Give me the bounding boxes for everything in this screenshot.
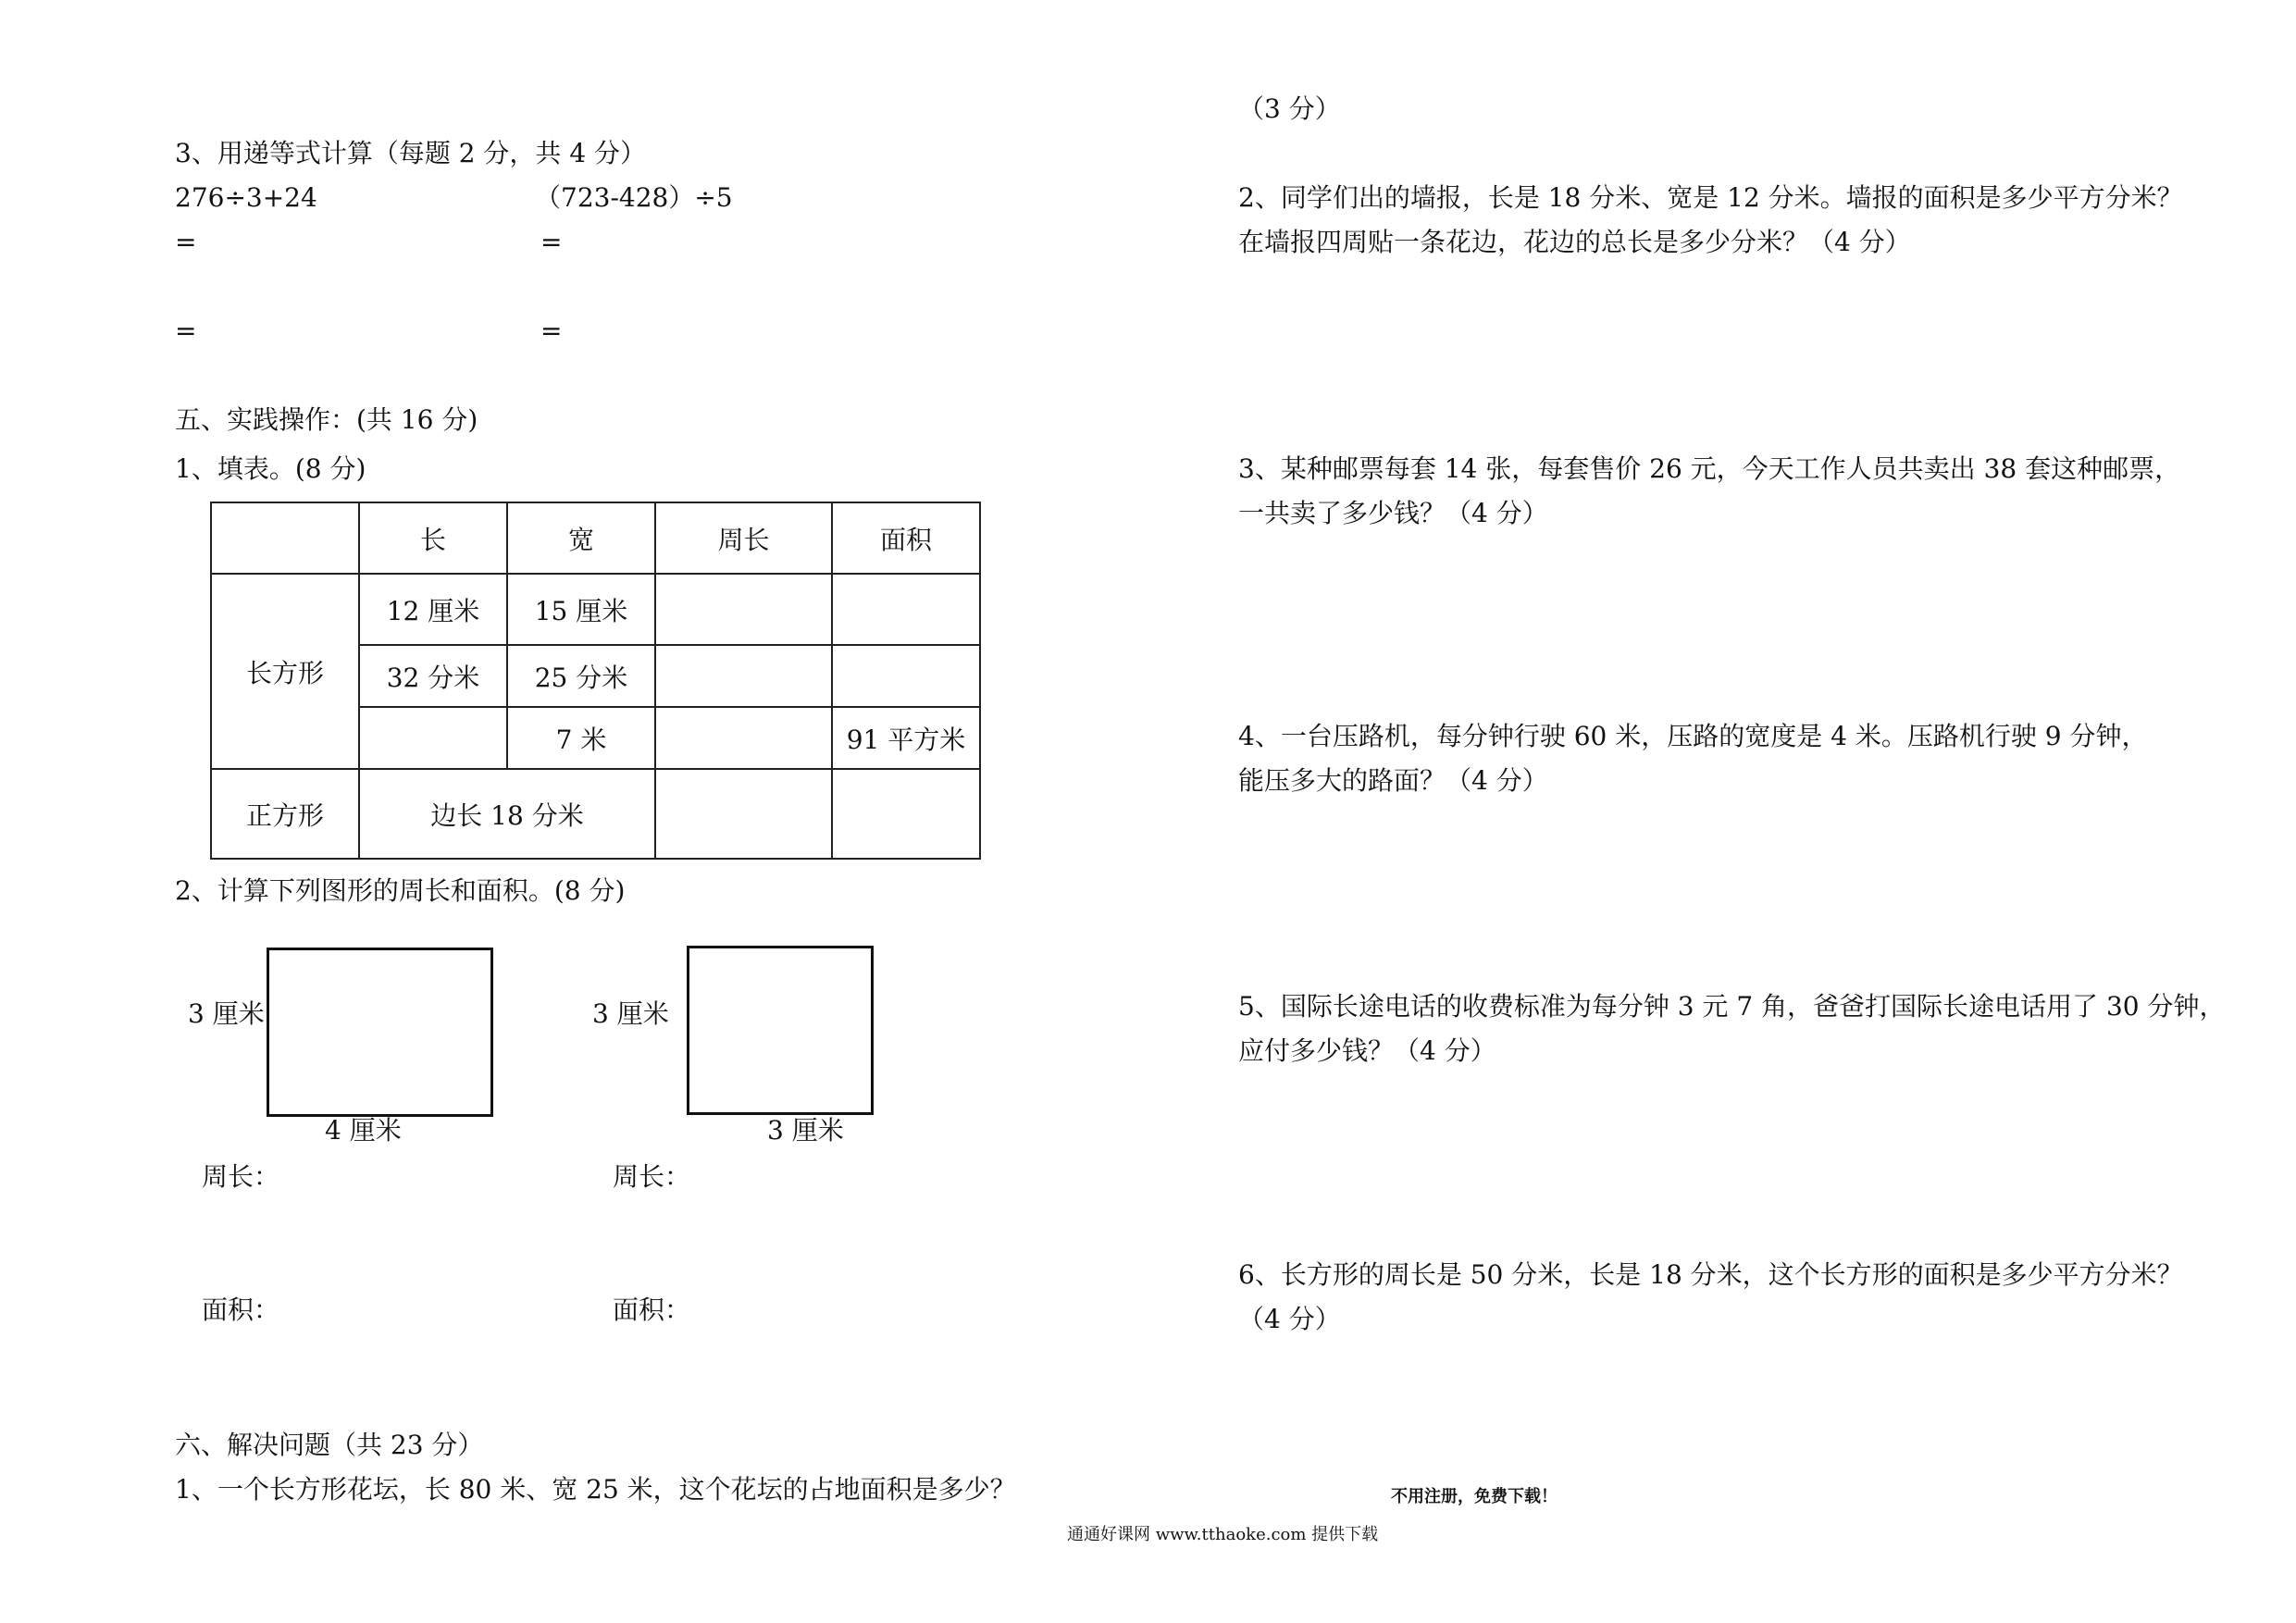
answer-cell[interactable] bbox=[832, 574, 980, 645]
question-fill-table: 1、填表。(8 分) bbox=[175, 453, 366, 484]
header-area: 面积 bbox=[832, 502, 980, 574]
equals-sign: = bbox=[540, 227, 563, 257]
answer-cell[interactable] bbox=[655, 645, 832, 707]
row-label-square: 正方形 bbox=[211, 769, 359, 859]
square-width-label: 3 厘米 bbox=[767, 1115, 844, 1146]
table-cell: 15 厘米 bbox=[507, 574, 655, 645]
free-download-notice: 不用注册，免费下载！ bbox=[1391, 1487, 1558, 1506]
square-figure bbox=[687, 946, 874, 1115]
table-cell: 7 米 bbox=[507, 707, 655, 769]
header-perimeter: 周长 bbox=[655, 502, 832, 574]
question-shapes: 2、计算下列图形的周长和面积。(8 分) bbox=[175, 875, 626, 906]
equals-sign: = bbox=[540, 316, 563, 346]
table-cell: 25 分米 bbox=[507, 645, 655, 707]
q1-score: （3 分） bbox=[1238, 93, 1341, 124]
area-label: 面积： bbox=[613, 1295, 691, 1325]
word-problem-6: 6、长方形的周长是 50 分米，长是 18 分米，这个长方形的面积是多少平方分米？ bbox=[1238, 1259, 2183, 1290]
word-problem-2-cont: 在墙报四周贴一条花边，花边的总长是多少分米？（4 分） bbox=[1238, 227, 1911, 257]
word-problem-6-cont: （4 分） bbox=[1238, 1304, 1341, 1334]
section-6-title: 六、解决问题（共 23 分） bbox=[175, 1430, 484, 1460]
word-problem-4-cont: 能压多大的路面？（4 分） bbox=[1238, 765, 1548, 796]
word-problem-3-cont: 一共卖了多少钱？（4 分） bbox=[1238, 498, 1548, 528]
calc-section-title: 3、用递等式计算（每题 2 分，共 4 分） bbox=[175, 138, 647, 168]
word-problem-4: 4、一台压路机，每分钟行驶 60 米，压路的宽度是 4 米。压路机行驶 9 分钟， bbox=[1238, 721, 2148, 751]
word-problem-1: 1、一个长方形花坛，长 80 米、宽 25 米，这个花坛的占地面积是多少？ bbox=[175, 1474, 1016, 1505]
word-problem-5-cont: 应付多少钱？（4 分） bbox=[1238, 1035, 1496, 1066]
table-corner-cell bbox=[211, 502, 359, 574]
answer-cell[interactable] bbox=[655, 574, 832, 645]
answer-cell[interactable] bbox=[359, 707, 507, 769]
expression-1: 276÷3+24 bbox=[175, 182, 317, 213]
header-width: 宽 bbox=[507, 502, 655, 574]
row-label-rectangle: 长方形 bbox=[211, 574, 359, 769]
perimeter-label: 周长： bbox=[202, 1161, 280, 1192]
word-problem-5: 5、国际长途电话的收费标准为每分钟 3 元 7 角，爸爸打国际长途电话用了 30 分钟， bbox=[1238, 991, 2226, 1022]
word-problem-2: 2、同学们出的墙报，长是 18 分米、宽是 12 分米。墙报的面积是多少平方分米？ bbox=[1238, 182, 2183, 213]
answer-cell[interactable] bbox=[832, 645, 980, 707]
expression-2: （723-428）÷5 bbox=[535, 182, 733, 213]
answer-cell[interactable] bbox=[655, 707, 832, 769]
rectangle-figure bbox=[267, 948, 493, 1117]
answer-cell[interactable] bbox=[655, 769, 832, 859]
footer-credit: 通通好课网 www.tthaoke.com 提供下载 bbox=[1067, 1525, 1379, 1544]
square-height-label: 3 厘米 bbox=[592, 998, 669, 1029]
rect-width-label: 4 厘米 bbox=[325, 1115, 402, 1146]
equals-sign: = bbox=[175, 227, 197, 257]
rect-height-label: 3 厘米 bbox=[188, 998, 265, 1029]
fill-in-table bbox=[210, 502, 981, 860]
header-length: 长 bbox=[359, 502, 507, 574]
word-problem-3: 3、某种邮票每套 14 张，每套售价 26 元，今天工作人员共卖出 38 套这种邮票， bbox=[1238, 453, 2181, 484]
perimeter-label: 周长： bbox=[613, 1161, 691, 1192]
equals-sign: = bbox=[175, 316, 197, 346]
table-cell: 32 分米 bbox=[359, 645, 507, 707]
table-cell: 91 平方米 bbox=[832, 707, 980, 769]
area-label: 面积： bbox=[202, 1295, 280, 1325]
square-side-cell: 边长 18 分米 bbox=[359, 769, 655, 859]
table-cell: 12 厘米 bbox=[359, 574, 507, 645]
section-5-title: 五、实践操作：(共 16 分) bbox=[175, 404, 478, 435]
answer-cell[interactable] bbox=[832, 769, 980, 859]
